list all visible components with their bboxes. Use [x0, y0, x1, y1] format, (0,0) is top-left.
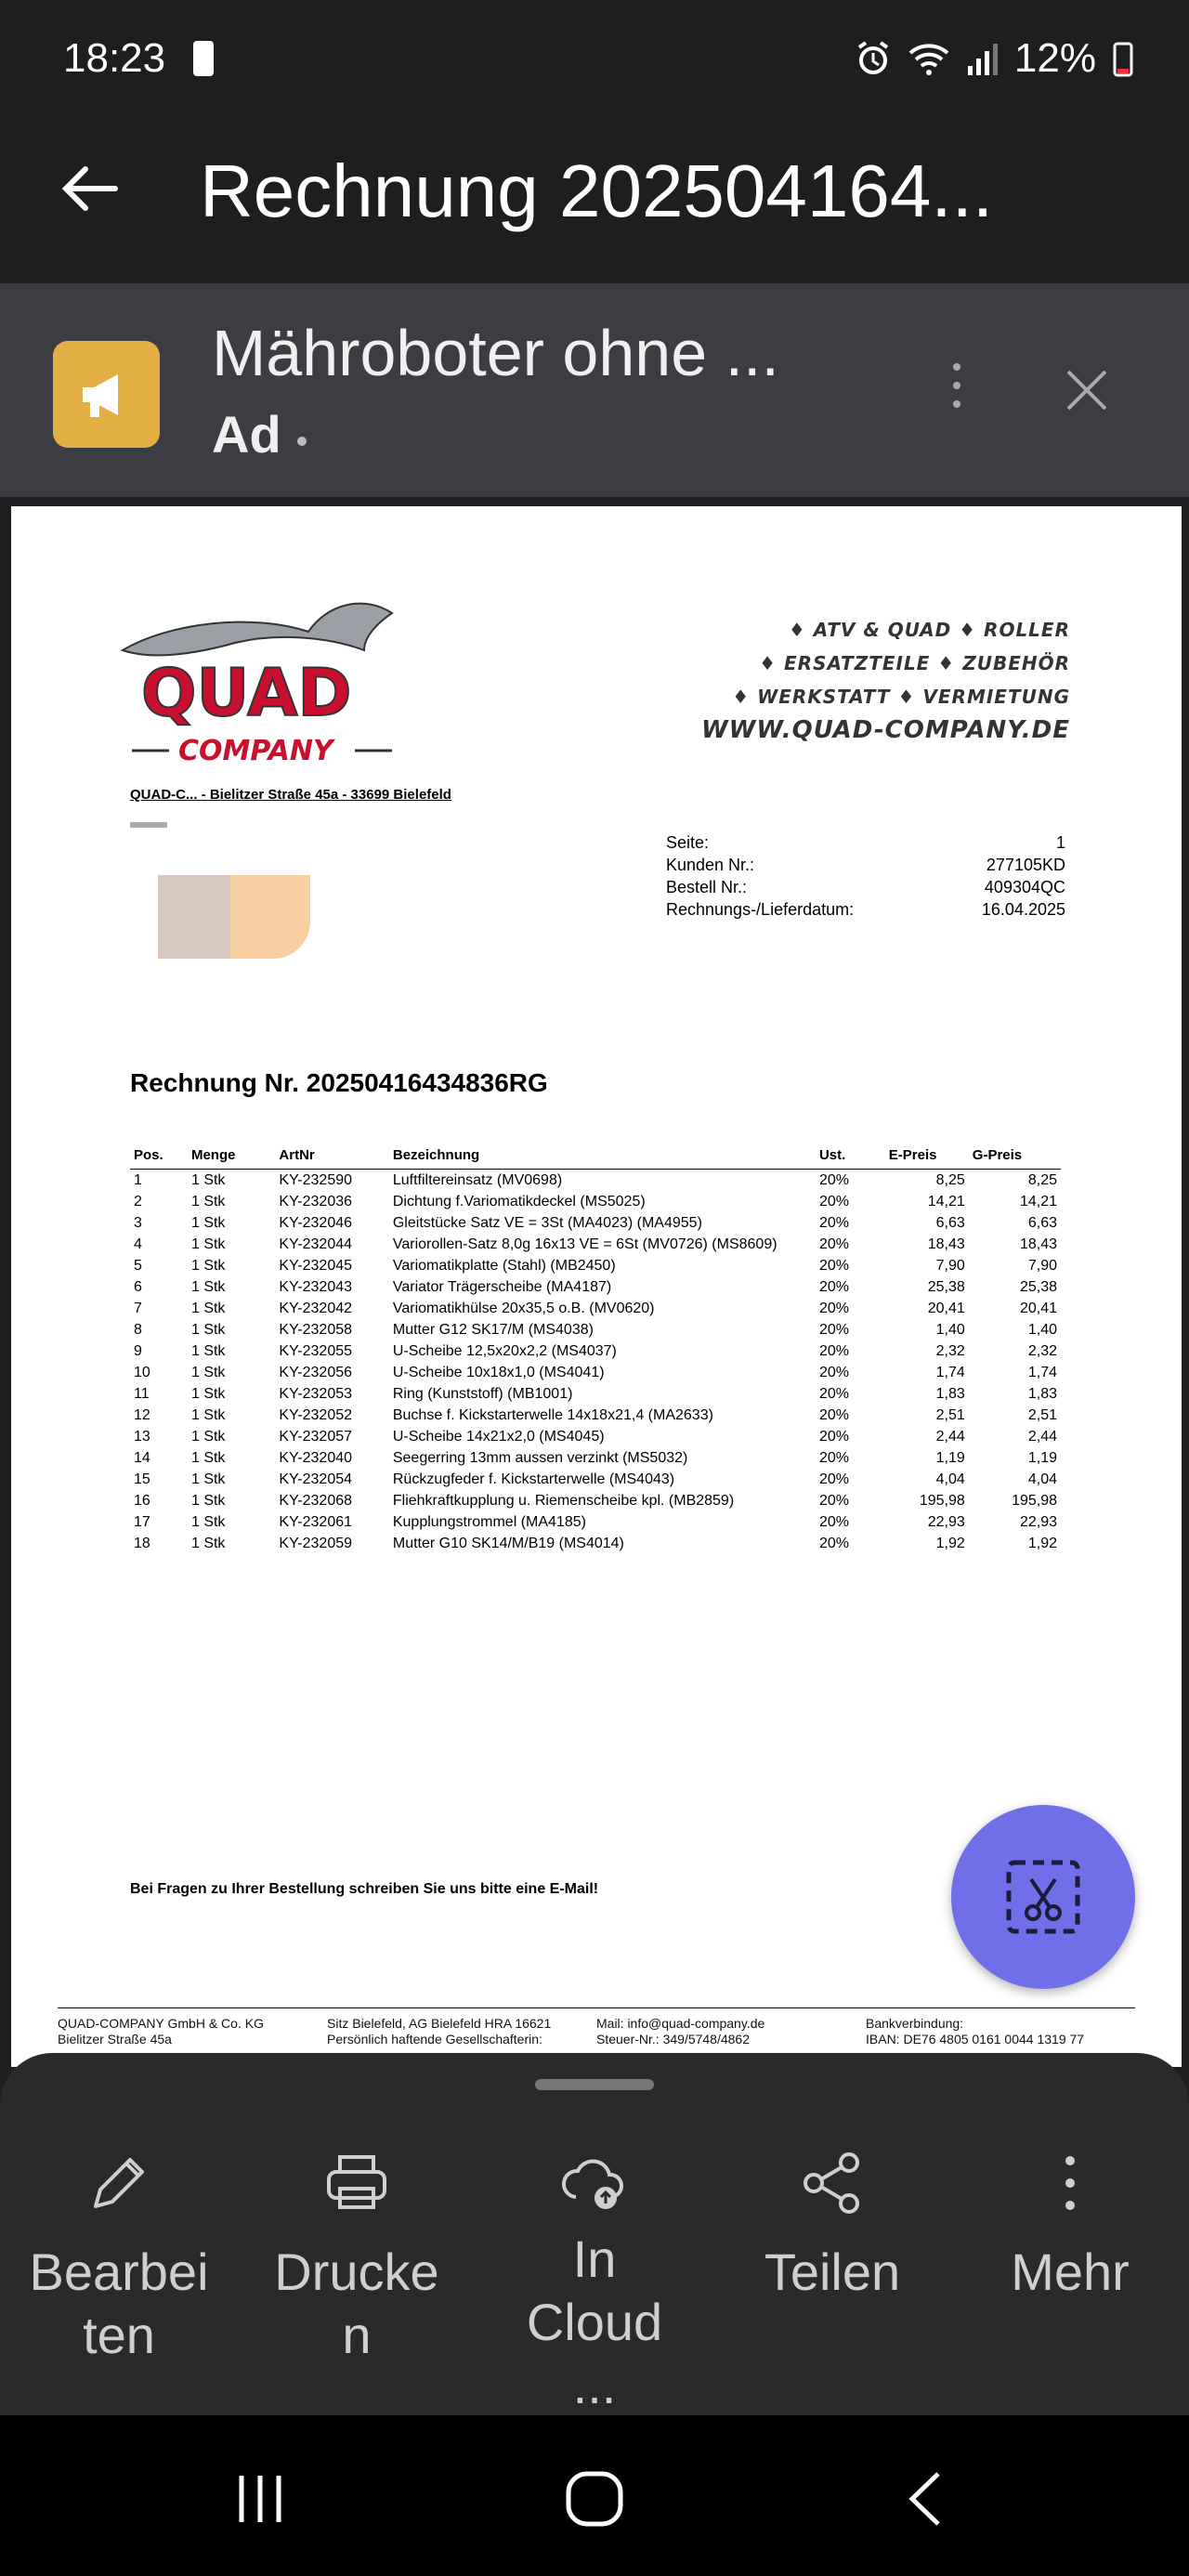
page-title: Rechnung 202504164...: [200, 150, 994, 232]
table-cell: 6: [134, 1279, 142, 1295]
footer-col: Mail: info@quad-company.de Steuer-Nr.: 349/5748/4862: [596, 2016, 765, 2046]
table-cell: 20%: [818, 1236, 849, 1252]
table-cell: 2,51: [935, 1407, 965, 1423]
table-cell: 1,74: [1027, 1365, 1057, 1380]
table-cell: 20%: [818, 1279, 849, 1295]
cloud-label: In Cloud ...: [526, 2229, 663, 2414]
table-cell: 1: [134, 1172, 142, 1188]
table-cell: 25,38: [927, 1279, 965, 1295]
table-cell: 20%: [818, 1471, 849, 1487]
invoice-meta: [666, 831, 1065, 921]
quad-company-logo: [113, 595, 411, 771]
table-cell: Rückzugfeder f. Kickstarterwelle (MS4043): [392, 1471, 675, 1487]
table-cell: 4,04: [1027, 1471, 1057, 1487]
table-cell: 15: [134, 1471, 150, 1487]
table-cell: 7,90: [935, 1258, 965, 1274]
table-cell: 1 Stk: [190, 1365, 226, 1380]
back-arrow-icon[interactable]: [58, 156, 123, 221]
print-button[interactable]: [255, 2146, 459, 2417]
ad-more-icon[interactable]: [938, 358, 975, 413]
table-cell: 16: [134, 1493, 150, 1509]
edit-button[interactable]: [17, 2146, 221, 2417]
website-url: WWW.QUAD-COMPANY.DE: [700, 716, 1070, 744]
ad-label: Ad: [212, 405, 281, 464]
table-header: Pos. Menge ArtNr Bezeichnung Ust. E-Preis G-Preis: [130, 1147, 1061, 1170]
table-cell: Variorollen-Satz 8,0g 16x13 VE = 6St (MV0726) (MS8609): [392, 1236, 777, 1252]
table-cell: 13: [134, 1429, 150, 1445]
table-cell: Seegerring 13mm aussen verzinkt (MS5032): [392, 1450, 688, 1466]
table-cell: 1,83: [1027, 1386, 1057, 1402]
status-bar: [0, 0, 1189, 121]
table-cell: Mutter G10 SK14/M/B19 (MS4014): [392, 1536, 624, 1551]
ad-separator-dot: [297, 437, 307, 446]
table-row: [130, 1191, 1061, 1212]
table-cell: 20%: [818, 1194, 849, 1210]
table-cell: 1 Stk: [190, 1301, 226, 1316]
edit-icon: [82, 2146, 156, 2220]
table-cell: KY-232058: [279, 1322, 353, 1338]
table-cell: Ring (Kunststoff) (MB1001): [392, 1386, 573, 1402]
table-cell: KY-232057: [279, 1429, 353, 1445]
table-cell: 1,92: [935, 1536, 965, 1551]
footer-col: Bankverbindung: IBAN: DE76 4805 0161 0044 1319 77: [866, 2016, 1085, 2046]
table-cell: 2,44: [935, 1429, 965, 1445]
table-cell: Gleitstücke Satz VE = 3St (MA4023) (MA4955): [392, 1215, 702, 1231]
table-cell: 1,19: [1027, 1450, 1057, 1466]
table-cell: KY-232046: [279, 1215, 353, 1231]
table-cell: 1 Stk: [190, 1514, 226, 1530]
table-cell: U-Scheibe 12,5x20x2,2 (MS4037): [392, 1343, 617, 1359]
share-icon: [795, 2146, 869, 2220]
table-cell: 18: [134, 1536, 150, 1551]
table-cell: KY-232052: [279, 1407, 353, 1423]
table-cell: 20%: [818, 1407, 849, 1423]
table-row: [130, 1362, 1061, 1383]
table-cell: 4: [134, 1236, 142, 1252]
table-row: [130, 1276, 1061, 1298]
table-cell: 1,19: [935, 1450, 965, 1466]
table-cell: 1,83: [935, 1386, 965, 1402]
ad-banner[interactable]: [0, 283, 1189, 497]
table-cell: 1 Stk: [190, 1215, 226, 1231]
meta-row: Seite: 1: [666, 833, 1065, 852]
meta-row: Kunden Nr.: 277105KD: [666, 856, 1065, 874]
table-cell: 1 Stk: [190, 1407, 226, 1423]
title-bar: [0, 121, 1189, 283]
table-cell: 20%: [818, 1215, 849, 1231]
recent-apps-icon[interactable]: [223, 2466, 297, 2531]
table-cell: 1 Stk: [190, 1343, 226, 1359]
table-row: [130, 1319, 1061, 1340]
print-icon: [320, 2146, 394, 2220]
table-cell: 1 Stk: [190, 1194, 226, 1210]
print-label: Drucke n: [274, 2243, 439, 2364]
footer-col: QUAD-COMPANY GmbH & Co. KG Bielitzer Straße 45a: [58, 2016, 264, 2046]
table-cell: Dichtung f.Variomatikdeckel (MS5025): [392, 1194, 646, 1210]
table-cell: 11: [134, 1386, 150, 1402]
status-time: 18:23: [63, 35, 166, 81]
table-row: [130, 1511, 1061, 1533]
logo-company-text: COMPANY: [178, 735, 333, 767]
scan-fab-button[interactable]: [951, 1805, 1135, 1989]
table-cell: 2: [134, 1194, 142, 1210]
table-cell: 1 Stk: [190, 1172, 226, 1188]
invoice-title: Rechnung Nr. 20250416434836RG: [130, 1068, 548, 1097]
table-cell: 25,38: [1019, 1279, 1057, 1295]
back-icon[interactable]: [892, 2466, 966, 2531]
table-cell: 14,21: [927, 1194, 965, 1210]
table-cell: Luftfiltereinsatz (MV0698): [392, 1172, 563, 1188]
contact-note: Bei Fragen zu Ihrer Bestellung schreiben Sie uns bitte eine E-Mail!: [130, 1881, 599, 1897]
table-cell: Mutter G12 SK17/M (MS4038): [392, 1322, 594, 1338]
table-cell: Variomatikhülse 20x35,5 o.B. (MV0620): [392, 1301, 655, 1316]
sheet-handle[interactable]: [535, 2079, 654, 2090]
status-icons: [855, 35, 1133, 82]
ad-close-icon[interactable]: [1059, 362, 1115, 418]
table-row: [130, 1298, 1061, 1319]
table-cell: 1 Stk: [190, 1429, 226, 1445]
table-cell: 14: [134, 1450, 150, 1466]
table-cell: 20%: [818, 1301, 849, 1316]
table-cell: 1 Stk: [190, 1258, 226, 1274]
table-row: [130, 1340, 1061, 1362]
table-cell: Variator Trägerscheibe (MA4187): [392, 1279, 612, 1295]
table-row: [130, 1255, 1061, 1276]
table-cell: 18,43: [927, 1236, 965, 1252]
table-cell: KY-232059: [279, 1536, 353, 1551]
megaphone-icon: [77, 367, 137, 423]
table-cell: 195,98: [1012, 1493, 1057, 1509]
table-cell: 20%: [818, 1493, 849, 1509]
services-line: ♦ WERKSTATT ♦ VERMIETUNG: [732, 686, 1070, 708]
table-cell: KY-232061: [279, 1514, 353, 1530]
table-cell: 20%: [818, 1450, 849, 1466]
table-cell: KY-232043: [279, 1279, 353, 1295]
footer-divider: [58, 2007, 1135, 2008]
table-row: [130, 1212, 1061, 1234]
table-cell: 20%: [818, 1258, 849, 1274]
cloud-upload-icon: [557, 2146, 632, 2220]
table-cell: KY-232045: [279, 1258, 353, 1274]
cloud-upload-button[interactable]: [492, 2146, 697, 2417]
more-label: Mehr: [1011, 2243, 1130, 2301]
table-cell: 1,40: [935, 1322, 965, 1338]
items-table: [130, 1147, 1061, 1554]
table-cell: 1,40: [1027, 1322, 1057, 1338]
table-cell: 14,21: [1019, 1194, 1057, 1210]
table-cell: KY-232042: [279, 1301, 353, 1316]
table-cell: KY-232053: [279, 1386, 353, 1402]
table-cell: KY-232036: [279, 1194, 353, 1210]
table-cell: 20%: [818, 1386, 849, 1402]
table-cell: 195,98: [919, 1493, 965, 1509]
table-cell: 18,43: [1019, 1236, 1057, 1252]
table-row: [130, 1447, 1061, 1469]
table-row: [130, 1469, 1061, 1490]
table-cell: KY-232056: [279, 1365, 353, 1380]
alarm-icon: [855, 40, 892, 77]
table-cell: 1 Stk: [190, 1279, 226, 1295]
more-button[interactable]: [968, 2146, 1172, 2417]
table-cell: 8: [134, 1322, 142, 1338]
table-cell: 8,25: [935, 1172, 965, 1188]
table-cell: 1,74: [935, 1365, 965, 1380]
ad-title[interactable]: Mähroboter ohne ...: [212, 317, 779, 389]
meta-row: Bestell Nr.: 409304QC: [666, 878, 1065, 896]
table-cell: 1 Stk: [190, 1322, 226, 1338]
table-cell: 20%: [818, 1514, 849, 1530]
table-cell: 20%: [818, 1365, 849, 1380]
table-cell: 2,32: [935, 1343, 965, 1359]
table-cell: 20%: [818, 1172, 849, 1188]
bottom-action-sheet: [0, 2053, 1189, 2415]
redacted-text: [130, 822, 167, 828]
table-cell: 20%: [818, 1429, 849, 1445]
redacted-address: [230, 875, 310, 959]
table-cell: 1 Stk: [190, 1493, 226, 1509]
table-cell: 2,51: [1027, 1407, 1057, 1423]
more-vertical-icon: [1033, 2146, 1107, 2220]
table-cell: 20%: [818, 1322, 849, 1338]
table-cell: Buchse f. Kickstarterwelle 14x18x21,4 (MA2633): [392, 1407, 713, 1423]
table-cell: 2,32: [1027, 1343, 1057, 1359]
table-cell: KY-232040: [279, 1450, 353, 1466]
table-cell: 2,44: [1027, 1429, 1057, 1445]
document-footer: [58, 2016, 1135, 2047]
table-cell: 22,93: [927, 1514, 965, 1530]
table-cell: KY-232068: [279, 1493, 353, 1509]
table-cell: U-Scheibe 10x18x1,0 (MS4041): [392, 1365, 605, 1380]
table-cell: Kupplungstrommel (MA4185): [392, 1514, 586, 1530]
table-cell: 6,63: [935, 1215, 965, 1231]
table-cell: 7,90: [1027, 1258, 1057, 1274]
table-cell: 20%: [818, 1536, 849, 1551]
table-cell: 1 Stk: [190, 1471, 226, 1487]
table-cell: 8,25: [1027, 1172, 1057, 1188]
services-block: [701, 613, 1070, 747]
table-row: [130, 1383, 1061, 1405]
services-line: ♦ ERSATZTEILE ♦ ZUBEHÖR: [759, 652, 1070, 674]
table-row: [130, 1490, 1061, 1511]
table-cell: 10: [134, 1365, 150, 1380]
table-cell: 4,04: [935, 1471, 965, 1487]
table-cell: 7: [134, 1301, 142, 1316]
table-cell: 1 Stk: [190, 1236, 226, 1252]
table-cell: KY-232590: [279, 1172, 353, 1188]
table-cell: 1 Stk: [190, 1536, 226, 1551]
scissors-scan-icon: [1001, 1855, 1085, 1939]
table-cell: 3: [134, 1215, 142, 1231]
table-cell: 5: [134, 1258, 142, 1274]
table-row: [130, 1426, 1061, 1447]
table-row: [130, 1170, 1061, 1192]
system-nav-bar: [0, 2415, 1189, 2576]
table-cell: 1 Stk: [190, 1450, 226, 1466]
table-cell: KY-232044: [279, 1236, 353, 1252]
table-cell: 20,41: [927, 1301, 965, 1316]
action-bar: [0, 2146, 1189, 2417]
table-cell: 1,92: [1027, 1536, 1057, 1551]
table-cell: 20,41: [1019, 1301, 1057, 1316]
table-cell: KY-232055: [279, 1343, 353, 1359]
table-cell: 20%: [818, 1343, 849, 1359]
table-cell: 22,93: [1019, 1514, 1057, 1530]
table-row: [130, 1234, 1061, 1255]
battery-icon: [1113, 40, 1133, 77]
table-cell: 9: [134, 1343, 142, 1359]
share-label: Teilen: [764, 2243, 901, 2301]
table-cell: U-Scheibe 14x21x2,0 (MS4045): [392, 1429, 605, 1445]
battery-percent: 12%: [1013, 35, 1096, 81]
share-button[interactable]: [730, 2146, 934, 2417]
table-cell: 6,63: [1027, 1215, 1057, 1231]
table-cell: Fliehkraftkupplung u. Riemenscheibe kpl. (MB2859): [392, 1493, 735, 1509]
table-row: [130, 1533, 1061, 1554]
wifi-icon: [908, 40, 949, 77]
redacted-address: [158, 875, 242, 959]
table-cell: Variomatikplatte (Stahl) (MB2450): [392, 1258, 616, 1274]
edit-label: Bearbei ten: [29, 2243, 209, 2364]
services-line: ♦ ATV & QUAD ♦ ROLLER: [788, 619, 1070, 641]
sender-address: QUAD-C... - Bielitzer Straße 45a - 33699 Bielefeld: [130, 787, 451, 803]
battery-saver-icon: [193, 41, 214, 76]
table-cell: KY-232054: [279, 1471, 353, 1487]
table-row: [130, 1405, 1061, 1426]
logo-quad-text: QUAD: [141, 655, 352, 731]
footer-col: Sitz Bielefeld, AG Bielefeld HRA 16621 Persönlich haftende Gesellschafterin:: [327, 2016, 552, 2046]
table-cell: 17: [134, 1514, 150, 1530]
ad-app-icon[interactable]: [53, 341, 160, 448]
table-cell: 1 Stk: [190, 1386, 226, 1402]
meta-row: Rechnungs-/Lieferdatum: 16.04.2025: [666, 900, 1065, 919]
signal-icon: [966, 40, 998, 77]
table-cell: 12: [134, 1407, 150, 1423]
home-icon[interactable]: [557, 2466, 632, 2531]
